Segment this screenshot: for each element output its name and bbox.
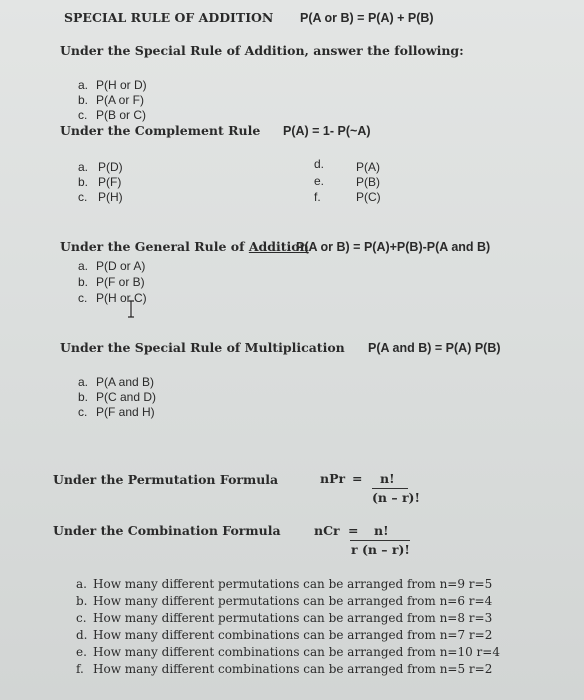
list-item: P(C) [356,190,381,204]
question-text: How many different combinations can be arranged from n=10 r=4 [93,645,500,659]
question-text: How many different permutations can be arranged from n=8 r=3 [93,611,493,625]
list-label: b. [78,390,89,404]
list-label: c. [78,108,88,122]
combination-heading: Under the Combination Formula [53,523,281,538]
addition-link[interactable]: Addition [248,239,309,254]
combination-denominator: r (n – r)! [351,542,410,557]
permutation-denominator: (n – r)! [372,490,420,505]
question-label: d. [76,628,88,642]
question-text: How many different combinations can be arranged from n=7 r=2 [93,628,493,642]
list-label: d. [314,157,325,171]
general-addition-formula: P(A or B) = P(A)+P(B)-P(A and B) [296,240,491,254]
list-item: P(A) [356,160,380,174]
list-label: a. [78,259,89,273]
general-addition-heading [60,241,309,254]
combination-lhs: nCr [314,523,340,538]
question-label: c. [76,611,87,625]
list-label: c. [78,405,88,419]
list-item: P(D or A) [96,259,146,273]
list-label: b. [78,175,89,189]
permutation-numerator: n! [380,471,395,486]
list-label: a. [78,375,89,389]
fraction-bar [372,488,408,489]
question-text: How many different permutations can be arranged from n=6 r=4 [93,594,493,608]
question-label: a. [76,577,87,591]
combination-equals: = [348,523,359,538]
general-addition-heading-text: Under the General Rule of [60,239,245,254]
question-text: How many different combinations can be arranged from n=5 r=2 [93,662,493,676]
fraction-bar [350,540,410,541]
question-text: How many different permutations can be arranged from n=9 r=5 [93,577,493,591]
multiplication-formula: P(A and B) = P(A) P(B) [368,341,501,355]
list-item: P(H or D) [96,78,147,92]
permutation-equals: = [352,471,363,486]
addition-formula: P(A or B) = P(A) + P(B) [300,11,434,25]
list-item: P(A or F) [96,93,145,107]
complement-heading: Under the Complement Rule [60,123,261,138]
combination-numerator: n! [374,523,389,538]
complement-formula: P(A) = 1- P(~A) [283,124,371,138]
list-item: P(A and B) [96,375,155,389]
multiplication-heading: Under the Special Rule of Multiplication [60,340,345,355]
list-label: a. [78,160,89,174]
question-label: f. [76,662,84,676]
list-label: c. [78,291,88,305]
list-item: P(F and H) [96,405,155,419]
list-item: P(H or C) [96,291,147,305]
question-label: b. [76,594,88,608]
list-label: a. [78,78,89,92]
list-item: P(B or C) [96,108,147,122]
question-label: e. [76,645,87,659]
list-label: b. [78,93,89,107]
list-label: f. [314,190,321,204]
text-cursor-icon [126,300,136,318]
special-addition-instruction: Under the Special Rule of Addition, answer the following: [60,43,464,58]
list-item: P(F or B) [96,275,145,289]
list-item: P(C and D) [96,390,157,404]
list-item: P(F) [98,175,122,189]
list-label: e. [314,174,325,188]
list-item: P(B) [356,175,380,189]
permutation-heading: Under the Permutation Formula [53,472,279,487]
list-item: P(D) [98,160,123,174]
list-label: c. [78,190,88,204]
list-item: P(H) [98,190,123,204]
permutation-lhs: nPr [320,471,346,486]
page-title: SPECIAL RULE OF ADDITION [64,10,274,25]
list-label: b. [78,275,89,289]
